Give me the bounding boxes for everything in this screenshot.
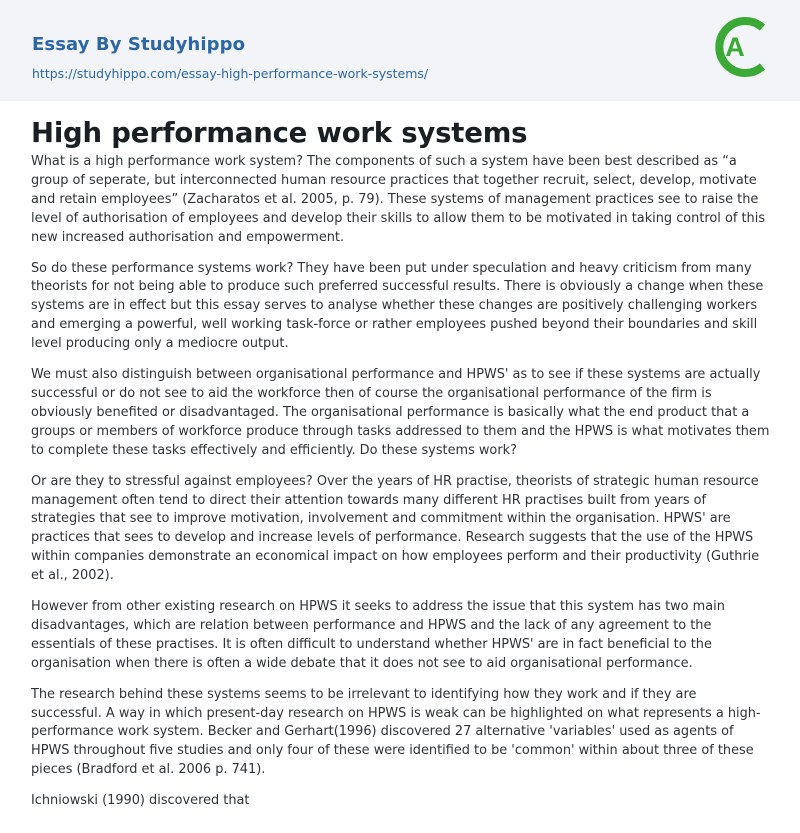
article-paragraph-7: Ichniowski (1990) discovered that — [31, 793, 250, 809]
article-content — [0, 101, 800, 811]
site-header — [0, 0, 800, 101]
article-paragraph-6: The research behind these systems seems to be irrelevant to identifying how they work and if they are successful. A way in which present-day research on HPWS is weak can be highlighted on what represents a high-performance work system. Becker and Gerhart(1996) discovered 27 alternative 'variables' used as agents of HPWS throughout five studies and only four of these were identified to be 'common' within about three of these pieces (Bradford et al. 2006 p. 741). — [31, 686, 761, 778]
article-paragraph-2: So do these performance systems work? They have been put under speculation and heavy criticism from many theorists for not being able to produce such preferred successful results. There is obviously a change when these systems are in effect but this essay serves to analyse whether these changes are positively challenging workers and emerging a powerful, well working task-force or rather employees pushed beyond their boundaries and skill level producing only a mediocre output. — [31, 260, 764, 352]
article-title: High performance work systems — [31, 117, 528, 149]
site-brand[interactable]: Essay By Studyhippo — [32, 34, 246, 55]
article-paragraph-1: What is a high performance work system? The components of such a system have been best described as “a group of seperate, but interconnected human resource practices that together recruit, select, develop, motivate and retain employees” (Zacharatos et al. 2005, p. 79). These systems of management practices see to raise the level of authorisation of employees and develop their skills to allow them to be motivated in taking control of this new increased authorisation and empowerment. — [31, 154, 766, 245]
page-url-link[interactable]: https://studyhippo.com/essay-high-performance-work-systems/ — [32, 66, 429, 81]
studyhippo-logo-icon[interactable] — [712, 14, 772, 80]
article-paragraph-3: We must also distinguish between organisational performance and HPWS' as to see if these systems are actually successful or do not see to aid the workforce then of course the organisational performance of the firm is obviously benefited or disadvantaged. The organisational performance is basically what the end product that a groups or members of workforce produce through tasks addressed to them and the HPWS is what motivates them to complete these tasks effectively and efficiently. Do these systems work? — [31, 367, 770, 458]
article-paragraph-4: Or are they to stressful against employees? Over the years of HR practise, theorists of strategic human resource management often tend to direct their attention towards many different HR practises built from years of strategies that see to improve motivation, involvement and commitment within the organisation. HPWS' are practices that sees to develop and increase levels of performance. Research suggests that the use of the HPWS within companies demonstrate an economical impact on how employees perform and their productivity (Guthrie et al., 2002). — [31, 473, 760, 584]
logo-letter: A — [725, 32, 745, 62]
article-paragraph-5: However from other existing research on HPWS it seeks to address the issue that this system has two main disadvantages, which are relation between performance and HPWS and the lack of any agreement to the essentials of these practises. It is often difficult to understand whether HPWS' are in fact beneficial to the organisation when there is often a wide debate that it does not see to aid organisational performance. — [31, 599, 725, 671]
